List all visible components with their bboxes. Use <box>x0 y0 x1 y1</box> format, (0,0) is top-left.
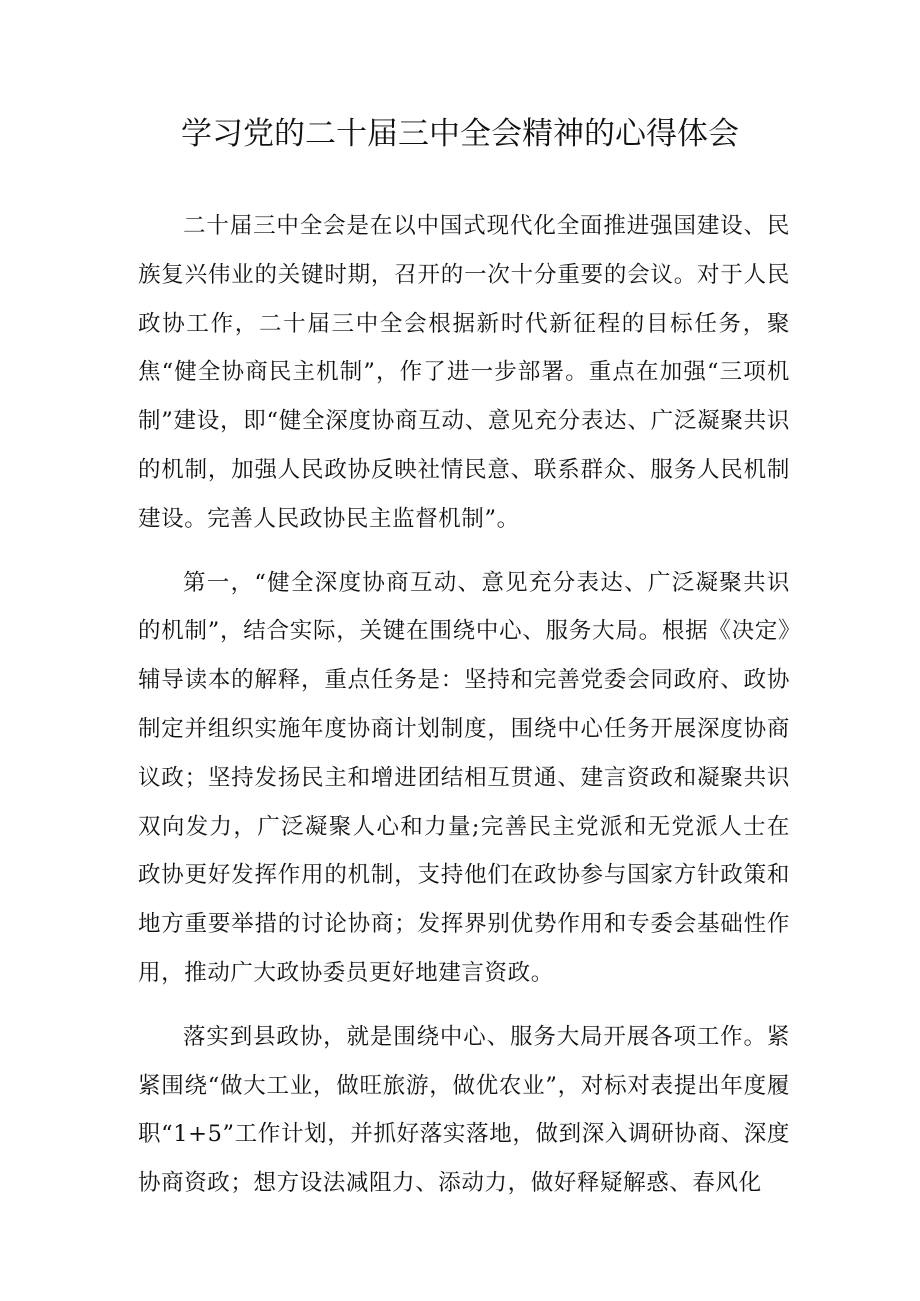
document-title: 学习党的二十届三中全会精神的心得体会 <box>181 116 739 152</box>
document-body <box>138 202 790 1223</box>
paragraph-1: 二十届三中全会是在以中国式现代化全面推进强国建设、民族复兴伟业的关键时期，召开的一次十分重要的会议。对于人民政协工作，二十届三中全会根据新时代新征程的目标任务，聚焦“健全协商民主机制”，作了进一步部署。重点在加强“三项机制”建设，即“健全深度协商互动、意见充分表达、广泛凝聚共识的机制，加强人民政协反映社情民意、联系群众、服务人民机制建设。完善人民政协民主监督机制”。 <box>138 213 790 532</box>
paragraph-2: 第一，“健全深度协商互动、意见充分表达、广泛凝聚共识的机制”，结合实际，关键在围绕中心、服务大局。根据《决定》辅导读本的解释，重点任务是：坚持和完善党委会同政府、政协制定并组织实施年度协商计划制度，围绕中心任务开展深度协商议政；坚持发扬民主和增进团结相互贯通、建言资政和凝聚共识双向发力，广泛凝聚人心和力量;完善民主党派和无党派人士在政协更好发挥作用的机制，支持他们在政协参与国家方针政策和地方重要举措的讨论协商；发挥界别优势作用和专委会基础性作用，推动广大政协委员更好地建言资政。 <box>138 569 790 986</box>
paragraph-3: 落实到县政协，就是围绕中心、服务大局开展各项工作。紧紧围绕“做大工业，做旺旅游，做优农业”，对标对表提出年度履职“1+5”工作计划，并抓好落实落地，做到深入调研协商、深度协商资政；想方设法减阻力、添动力，做好释疑解惑、春风化 <box>138 1023 790 1197</box>
